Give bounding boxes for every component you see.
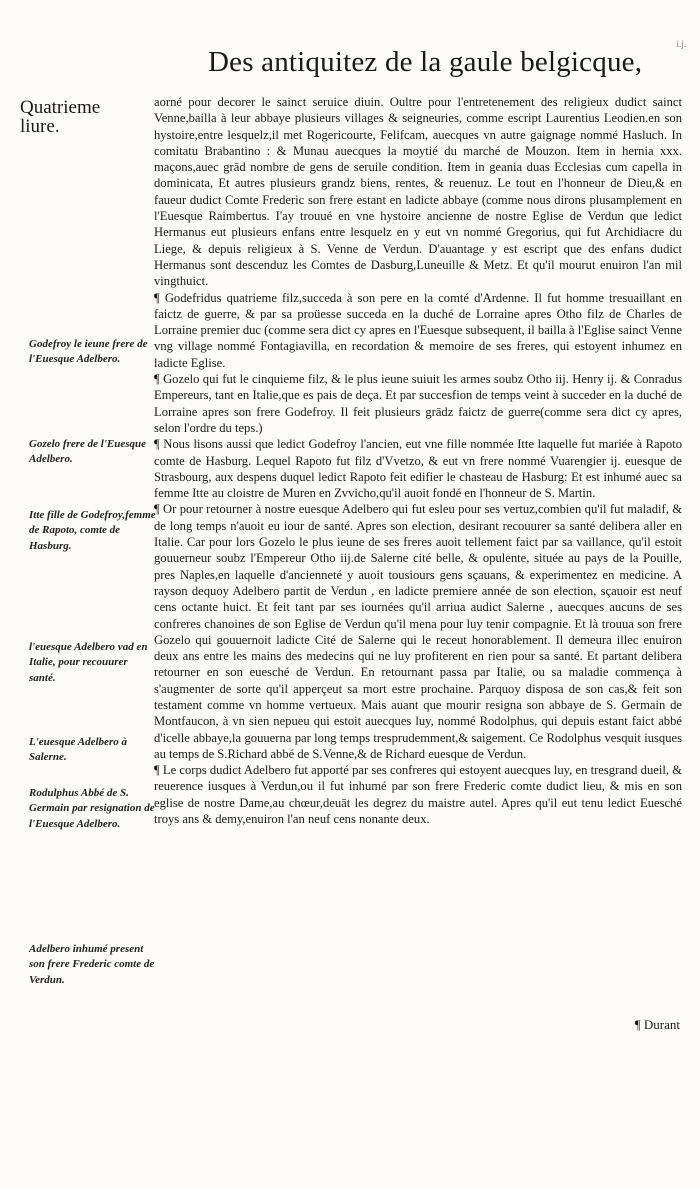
margin-note: Adelbero inhumé present son frere Frederic comte de Verdun. [29, 943, 155, 986]
running-head: Des antiquitez de la gaule belgicque, [208, 46, 643, 78]
margin-note: Itte fille de Godefroy,femme de Rapoto, comte de Hasburg. [29, 509, 156, 552]
paragraph: ¶ Nous lisons aussi que ledict Godefroy l'ancien, eut vne fille nommée Itte laquelle fut mariée à Rapoto comte de Hasburg. Lequel Rapoto fut filz d'Vvetzo, & eut vn frere nommé Vuarengier ij. euesque de Strasbourg, aux despens duquel ledict Rapoto feit edifier le chasteau de Hasburg: Et est inhumé auec sa femme Itte au cloistre de Muren en Zvvicho,qu'il auoit fondé en l'honneur de S. Martin. [154, 437, 682, 501]
body-text [154, 94, 682, 827]
paragraph: ¶ Le corps dudict Adelbero fut apporté par ses confreres qui estoyent auecques luy, en tresgrand dueil, & reuerence iusques à Verdun,ou il fut inhumé par son frere Frederic comte dudict lieu, & mis en son eglise de nostre Dame,au chœur,deuāt les degrez du maistre autel. Apres qu'il eut tenu ledict Euesché troys ans & demy,enuiron l'an neuf cens nonante deux. [154, 763, 682, 827]
paragraph: ¶ Or pour retourner à nostre euesque Adelbero qui fut esleu pour ses vertuz,combien qu'il fut maladif, & de long temps n'auoit eu iour de santé. Apres son election, desirant recouurer sa santé delibera aller en Italie. Car pour lors Gozelo le plus ieune de ses freres auoit tellement faict par sa vaillance, qu'il estoit gouuerneur soubz l'Empereur Otho iij.de Salerne cité belle, & opulente, située au pays de la Pouille, pres Naples,en laquelle d'ancienneté y auoit tousiours gens sçauans, & experimentez en medicine. A rayson dequoy Adelbero partit de Verdun , en ladicte premiere année de son election, sçauoir est neuf cens octante huict. Et feit tant par ses iournées qu'il arriua audict Salerne , auecques aucuns de ses confreres chanoines de son Eglise de Verdun qu'il mena pour luy tenir compagnie. Et là trouua son frere Gozelo qui gouuernoit ladicte Cité de Salerne qui le receut honorablement. Il demeura illec enuiron deux ans entre les mains des medecins qui ne luy profiterent en rien pour sa santé. Et partant delibera retourner en son euesché de Verdun. En retournant passa par Italie, ou sa maladie commença à s'augmenter de sorte qu'il apperçeut sa mort estre prochaine. Parquoy disposa de son cas,& feit son testament comme vn homme vertueux. Mais auant que mourir resigna son abbaye de S. Germain de Montfaucon, à vn sien nepueu qui estoit auecques luy, nommé Rodolphus, qui depuis estant faict abbé d'icelle abbaye,la gouuerna par long temps tresprudemment,& saigement. Ce Rodolphus vesquit iusques au temps de S.Richard abbé de S.Venne,& de Richard euesque de Verdun. [154, 502, 682, 761]
paragraph: ¶ Gozelo qui fut le cinquieme filz, & le plus ieune suiuit les armes soubz Otho iij. Henry ij. & Conradus Empereurs, tant en Italie,que es pais de deça. Et par succesfion de temps veint à succeder en la duché de Lorraine apres son frere Godefroy. Il feit plusieurs grādz faictz de guerre(comme sera dict cy apres, selon l'ordre du teps.) [154, 372, 682, 435]
catchword: ¶ Durant [634, 1017, 680, 1032]
margin-note: Rodulphus Abbé de S. Germain par resignation de l'Euesque Adelbero. [29, 787, 155, 830]
margin-note: L'euesque Adelbero à Salerne. [29, 736, 127, 764]
book-label: Quatrieme liure. [20, 97, 101, 137]
paragraph: ¶ Godefridus quatrieme filz,succeda à son pere en la comté d'Ardenne. Il fut homme tresuaillant en faictz de guerre, & par sa proüesse succeda en la duché de Lorraine apres Otho filz de Charles de Lorraine premier duc (comme sera dict cy apres en l'Euesque subsequent, il bailla à l'Eglise sainct Venne vng village nommé Fontagiavilla, en recordation & memoire de ses freres, qui estoyent inhumez en ladicte Eglise. [154, 290, 682, 370]
paragraph: aorné pour decorer le sainct seruice diuin. Oultre pour l'entretenement des religieux dudict sainct Venne,bailla à leur abbaye plusieurs villages & seigneuries, comme escript Laurentius Leodien.en son hystoire,entre lesquelz,il met Rogericourte, Felifcam, auecques vn autre gaignage nommé Hasluch. In comitatu Brabantino : & Munau auecques la moytié du marché de Mouzon. Item in hernia xxx. maçons,auec grād nombre de gens de seruile condition. Item in geania duas Ecclesias cum capella in dominicata, Et autres plusieurs grandz biens, rentes, & reuenuz. Le tout en l'honneur de Dieu,& en faueur dudict Comte Frederic son frere estant en ladicte abbaye (comme nous dirons plusamplement en l'Euesque Raimbertus. I'ay trouué en vne hystoire ancienne de nostre Eglise de Verdun que ledict Hermanus eut plusieurs enfans entre lesquelz en y eut vn nommé Gregorius, qui fut Archidiacre du Liege, & depuis religieux à S. Venne de Verdun. D'auantage y est escript que des enfans dudict Hermanus sont descenduz les Comtes de Dasburg,Luneuille & Metz. Et qu'il mourut enuiron l'an mil vingthuict. [154, 95, 682, 289]
margin-note: Godefroy le ieune frere de l'Euesque Adelbero. [29, 338, 148, 366]
margin-note: l'euesque Adelbero vad en Italie, pour recouurer santé. [29, 641, 148, 684]
page-signature: i.j. [676, 39, 686, 49]
margin-note: Gozelo frere de l'Euesque Adelbero. [29, 438, 147, 466]
